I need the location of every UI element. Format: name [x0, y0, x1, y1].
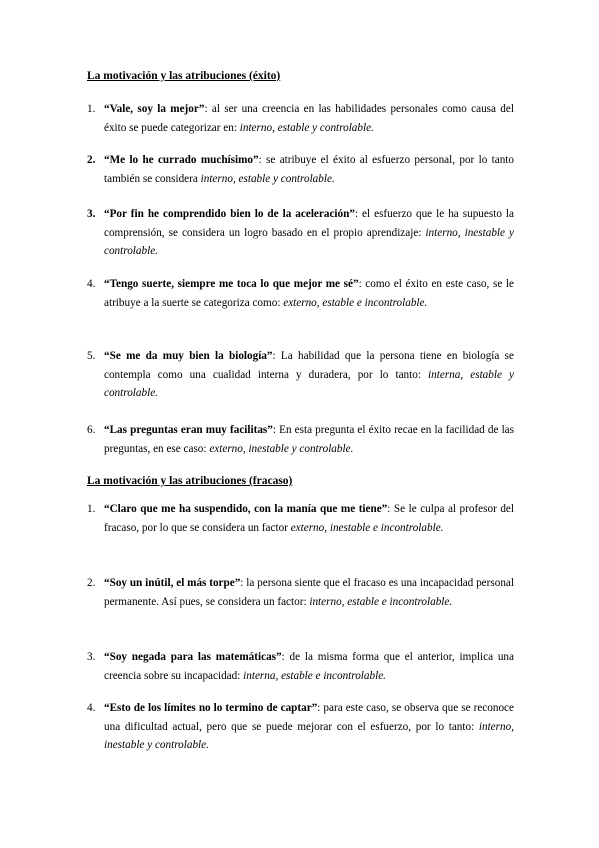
item-text: : al ser una creencia en las habilidades personales como causa del éxito se puede categorizar en:: [104, 103, 514, 134]
item-number: 6.: [87, 424, 96, 436]
item-text: : de la misma forma que el anterior, implica una creencia sobre su incapacidad:: [104, 651, 514, 682]
item-quote: “Las preguntas eran muy facilitas”: [104, 424, 273, 436]
item-text: : la persona siente que el fracaso es una incapacidad personal permanente. Así pues, se considera un factor:: [104, 577, 514, 608]
item-paragraph: [104, 648, 514, 685]
list-item: [87, 421, 514, 458]
list-item: [87, 500, 514, 537]
item-quote: “Me lo he currado muchísimo”: [104, 154, 259, 166]
item-attribution: interno, inestable y controlable.: [104, 720, 514, 752]
item-quote: “Tengo suerte, siempre me toca lo que mejor me sé”: [104, 278, 359, 290]
item-quote: “Se me da muy bien la biología”: [104, 350, 273, 362]
item-text: : La habilidad que la persona tiene en biología se contempla como una cualidad interna y duradera, por lo tanto:: [104, 350, 514, 381]
item-number: 3.: [87, 651, 96, 663]
item-attribution: interna, estable e incontrolable.: [243, 669, 386, 682]
item-attribution: interno, inestable y controlable.: [104, 226, 514, 258]
item-paragraph: [104, 275, 514, 312]
item-text: : Se le culpa al profesor del fracaso, por lo que se considera un factor: [104, 503, 514, 534]
item-paragraph: [104, 421, 514, 458]
item-text: : se atribuye el éxito al esfuerzo personal, por lo tanto también se considera: [104, 154, 514, 185]
item-paragraph: [104, 205, 514, 261]
item-text: : como el éxito en este caso, se le atribuye a la suerte se categoriza como:: [104, 278, 514, 309]
list-item: [87, 347, 514, 403]
item-number: 4.: [87, 702, 96, 714]
item-number: 5.: [87, 350, 96, 362]
item-attribution: externo, inestable y controlable.: [209, 442, 354, 455]
item-attribution: interno, estable y controlable.: [200, 172, 335, 185]
item-number: 2.: [87, 154, 96, 166]
list-item: [87, 205, 514, 261]
item-quote: “Claro que me ha suspendido, con la manía que me tiene”: [104, 503, 388, 515]
item-number: 2.: [87, 577, 96, 589]
item-paragraph: [104, 500, 514, 537]
item-quote: “Soy negada para las matemáticas”: [104, 651, 282, 663]
item-number: 4.: [87, 278, 96, 290]
item-attribution: externo, estable e incontrolable.: [283, 296, 428, 309]
list-item: [87, 100, 514, 137]
item-quote: “Soy un inútil, el más torpe”: [104, 577, 241, 589]
item-text: : En esta pregunta el éxito recae en la facilidad de las preguntas, en ese caso:: [104, 424, 514, 455]
section-heading-fracaso: La motivación y las atribuciones (fracaso): [87, 475, 293, 487]
item-number: 1.: [87, 503, 96, 515]
list-item: [87, 151, 514, 188]
item-text: : el esfuerzo que le ha supuesto la comprensión, se considera un logro basado en el propio aprendizaje:: [104, 208, 514, 239]
list-item: [87, 574, 514, 611]
item-paragraph: [104, 574, 514, 611]
item-attribution: interna, estable y controlable.: [104, 368, 514, 400]
item-quote: “Esto de los límites no lo termino de captar”: [104, 702, 318, 714]
list-item: [87, 275, 514, 312]
item-quote: “Por fin he comprendido bien lo de la aceleración”: [104, 208, 355, 220]
item-attribution: interno, estable e incontrolable.: [309, 595, 453, 608]
item-number: 3.: [87, 208, 96, 220]
item-paragraph: [104, 100, 514, 137]
list-item: [87, 699, 514, 755]
item-paragraph: [104, 151, 514, 188]
item-paragraph: [104, 699, 514, 755]
item-attribution: interno, estable y controlable.: [239, 121, 374, 134]
section-heading-exito: La motivación y las atribuciones (éxito): [87, 70, 281, 82]
item-quote: “Vale, soy la mejor”: [104, 103, 205, 115]
list-item: [87, 648, 514, 685]
item-text: : para este caso, se observa que se reconoce una dificultad actual, pero que se puede mejorar con el esfuerzo, por lo tanto:: [104, 702, 514, 733]
item-attribution: externo, inestable e incontrolable.: [290, 521, 444, 534]
item-paragraph: [104, 347, 514, 403]
item-number: 1.: [87, 103, 96, 115]
